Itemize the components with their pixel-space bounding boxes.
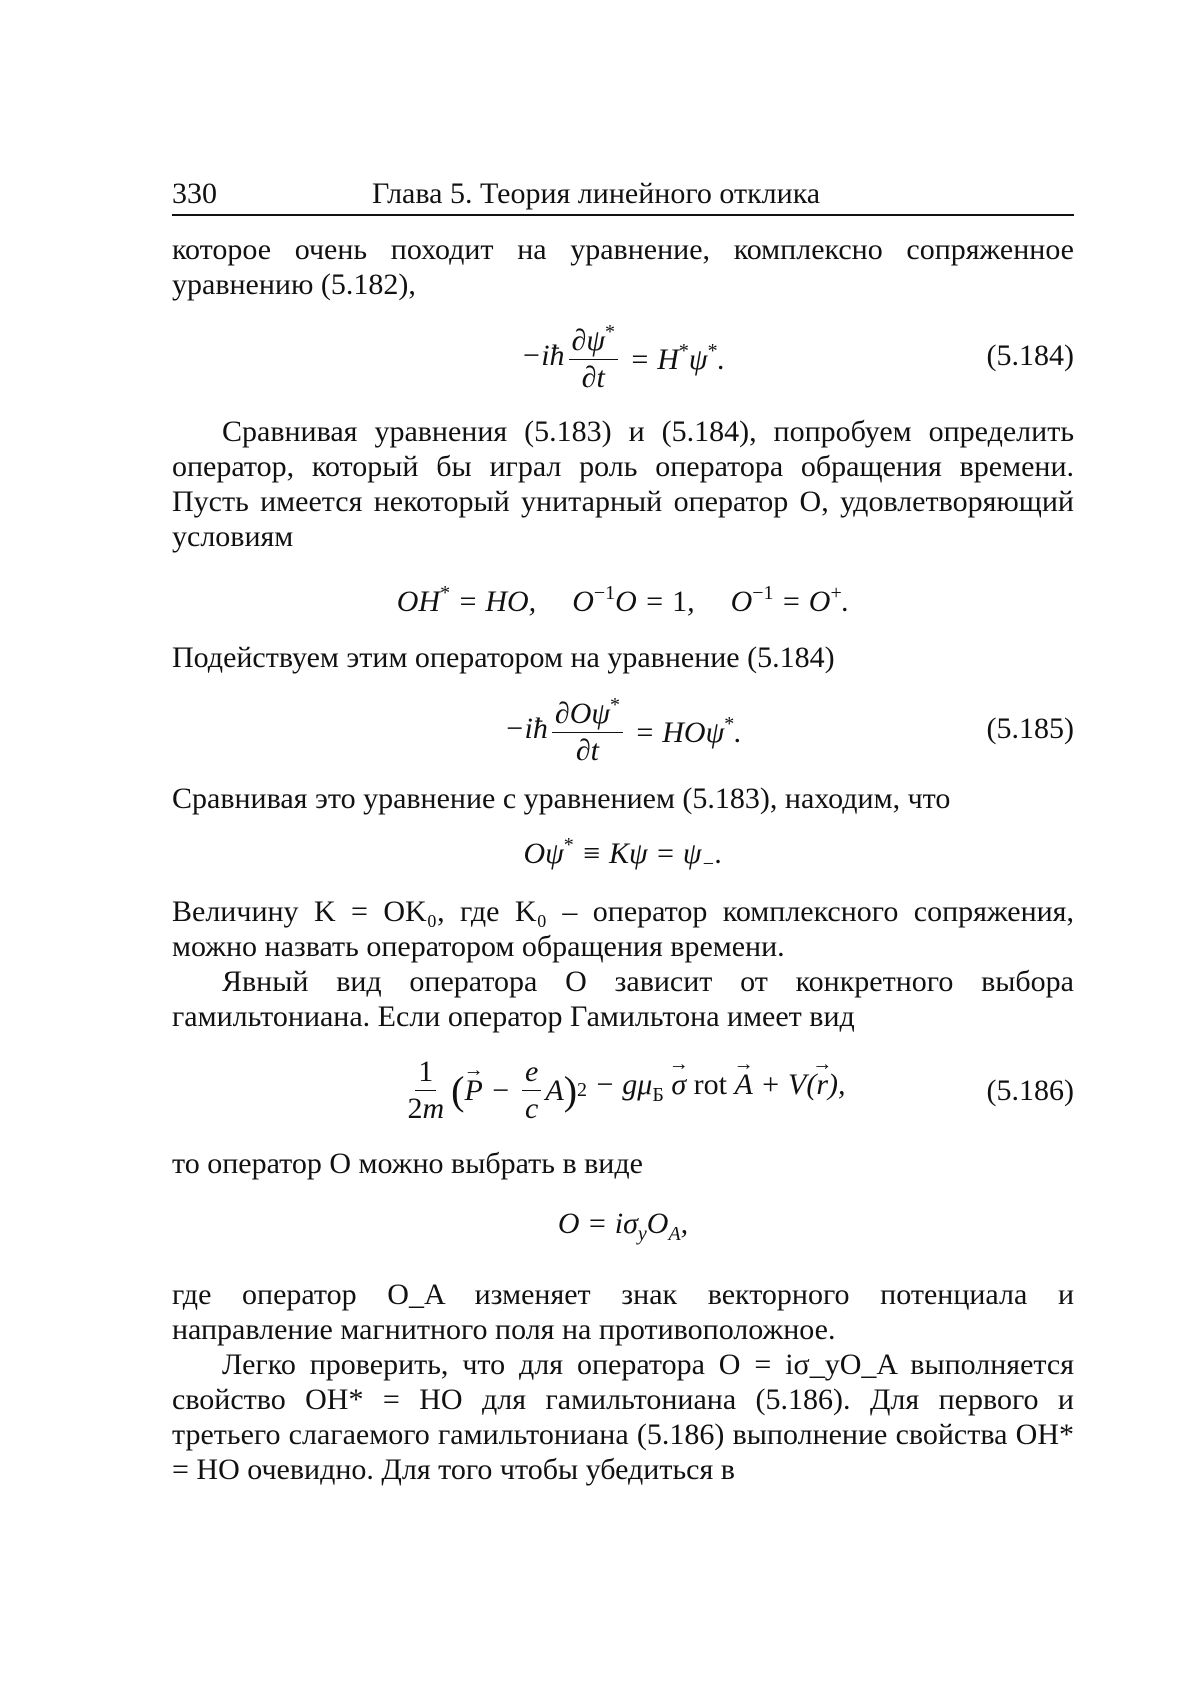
paragraph-4: Сравнивая это уравнение с уравнением (5.183), находим, что [172, 782, 951, 815]
paragraph-8: где оператор O_A изменяет знак векторного потенциала и направление магнитного поля на противоположное. [172, 1278, 1074, 1346]
paragraph-5: Величину K = OK₀, где K₀ – оператор комплексного сопряжения, можно назвать оператором обращения времени. [172, 895, 1074, 963]
equation-number: (5.184) [986, 338, 1074, 372]
paragraph-7: то оператор O можно выбрать в виде [172, 1147, 643, 1180]
equation-time-reversal: $O\psi^* \equiv K\psi = \psi_-$. [523, 834, 723, 875]
equation-operator-choice: $O = i\sigma_yO_A$, [557, 1207, 689, 1245]
paragraph-6: Явный вид оператора O зависит от конкретного выбора гамильтониана. Если оператор Гамильтона имеет вид [172, 965, 1074, 1033]
equation-number: (5.186) [986, 1073, 1074, 1107]
equation-5-184: −iħ $\frac{\partial\psi^*}{\partial t}$ = H*ψ*. (5.184) [172, 302, 1074, 408]
equation-number: (5.185) [986, 711, 1074, 745]
equation-5-185: −iħ $\frac{\partial O\psi^*}{\partial t}$ = HOψ*. (5.185) [172, 675, 1074, 781]
paragraph-1: которое очень походит на уравнение, комплексно сопряженное уравнению (5.182), [172, 233, 1074, 301]
page [172, 170, 1074, 1487]
running-title: Глава 5. Теория линейного отклика [372, 177, 821, 210]
equation-5-186: $\frac{1}{2m}$ ( → P − $\frac{e}{c}$ A ) 2 − $g\mu_Б \to \sigma$ rot → A + V(→ r), (5.186) [172, 1034, 1074, 1146]
page-number: 330 [172, 177, 217, 210]
paragraph-3: Подействуем этим оператором на уравнение (5.184) [172, 641, 835, 674]
running-header [172, 170, 1074, 216]
paragraph-2: Сравнивая уравнения (5.183) и (5.184), попробуем определить оператор, который бы играл роль оператора обращения времени. Пусть имеется некоторый унитарный оператор O, удовлетворяющий условиям [172, 415, 1074, 553]
paragraph-9: Легко проверить, что для оператора O = iσ_yO_A выполняется свойство OH* = HO для гамильтониана (5.186). Для первого и третьего слагаемого гамильтониана (5.186) выполнение свойства OH* = HO очевидно. Для того чтобы убедиться в [172, 1348, 1074, 1486]
equation-conditions: OH* = HO, $O^{-1}O = 1$, $O^{-1} = O^+$. [396, 581, 850, 618]
